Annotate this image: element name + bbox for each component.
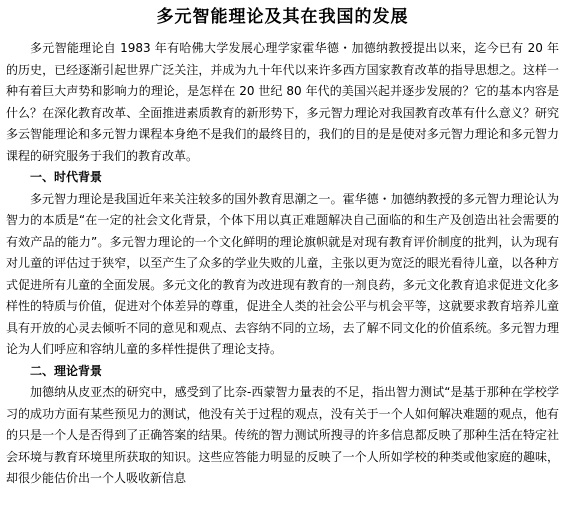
intro-paragraph: 多元智能理论自 1983 年有哈佛大学发展心理学家霍华德・加德纳教授提出以来，迄今已有 20 年的历史，已经逐渐引起世界广泛关注，并成为九十年代以来许多西方国家教育改革的指导思想之。这样一种有着巨大声势和影响力的理论，是怎样在 20 世纪 80 年代的美国兴起并逐步发展的？它的基本内容是什么？在深化教育改革、全面推进素质教育的新形势下，多元智力理论对我国教育改革有什么意义？研究多云智能理论和多元智力课程本身绝不是我们的最终目的，我们的目的是是使对多元智力理论和多元智力课程的研究服务于我们的教育改革。 — [6, 41, 559, 163]
section-paragraph-theory-background: 加德纳从皮亚杰的研究中，感受到了比奈-西蒙智力量表的不足，指出智力测试“是基于那种在学校学习的成功方面有某些预见力的测试，他没有关于过程的观点，没有关于一个人如何解决难题的观点，他有的只是一个人是否得到了正确答案的结果。传统的智力测试所搜寻的许多信息都反映了那种生活在特定社会环境与教育环境里所获取的知识。这些应答能力明显的反映了一个人所如学校的种类或他家庭的趣味，却很少能估价出一个人吸收新信息 — [6, 385, 559, 485]
section-heading-era-background: 一、时代背景 — [30, 170, 103, 184]
section-heading-theory-background: 二、理论背景 — [30, 363, 103, 378]
section-paragraph-era-background: 多元智力理论是我国近年来关注较多的国外教育思潮之一。霍华德・加德纳教授的多元智力理论认为智力的本质是“在一定的社会文化背景，个体下用以真正难题解决自己面临的和生产及创造出社会需要的有效产品的能力”。多元智力理论的一个文化鲜明的理论旗帜就是对现有教育评价制度的批判，认为现有对儿童的评估过于狭窄，以至产生了众多的学业失败的儿童，主张以更为宽泛的眼光看待儿童，以各种方式促进所有儿童的全面发展。多元文化的教育为改进现有教育的一剂良药，多元文化教育追求促进文化多样性的特质与价值，促进对个体差异的尊重，促进全人类的社会公平与机会平等，这就要求教育培养儿童具有开放的心灵去倾听不同的意见和观点、去容纳不同的立场，去了解不同文化的价值系统。多元智力理论为人们呼应和容纳儿童的多样性提供了理论支持。 — [6, 191, 559, 356]
document-title: 多元智能理论及其在我国的发展 — [156, 7, 409, 27]
